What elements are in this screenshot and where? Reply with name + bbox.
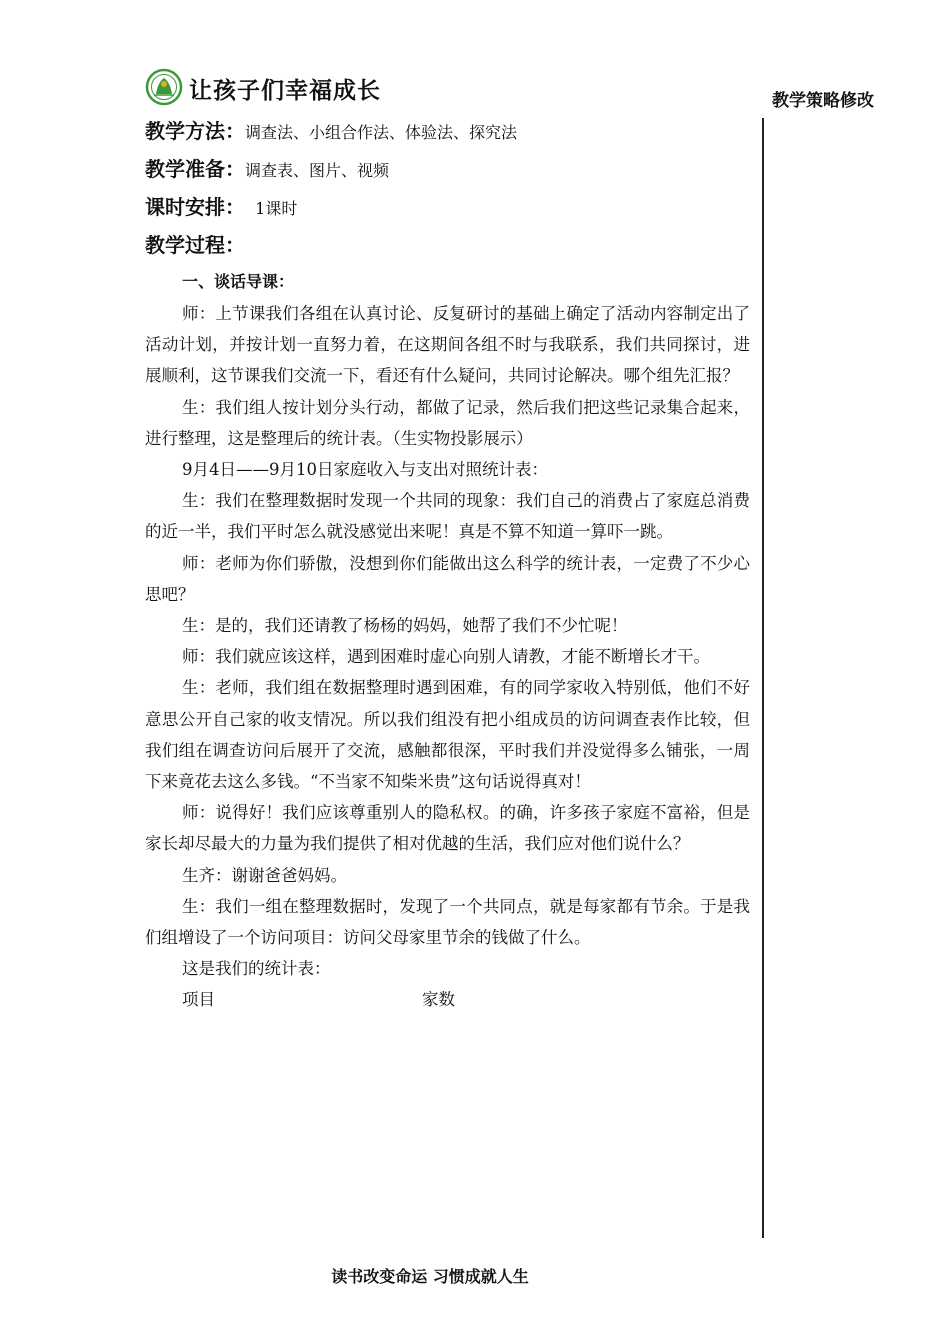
paragraph: 师：老师为你们骄傲，没想到你们能做出这么科学的统计表，一定费了不少心思吧？ xyxy=(145,553,750,604)
school-logo-icon xyxy=(145,68,183,106)
page-footer-motto: 读书改变命运 习惯成就人生 xyxy=(331,1267,529,1286)
info-label: 教学准备： xyxy=(145,157,245,181)
paragraph: 生：我们组人按计划分头行动，都做了记录，然后我们把这些记录集合起来，进行整理，这是整理后的统计表。（生实物投影展示） xyxy=(145,397,750,448)
info-value: 1课时 xyxy=(245,199,298,218)
paragraph: 师：我们就应该这样，遇到困难时虚心向别人请教，才能不断增长才干。 xyxy=(182,647,710,667)
paragraph: 这是我们的统计表： xyxy=(182,959,331,979)
info-class-hours xyxy=(145,190,750,228)
info-value: 调查法、小组合作法、体验法、探究法 xyxy=(245,123,518,142)
info-label: 课时安排： xyxy=(145,195,245,219)
page-header xyxy=(145,66,405,110)
info-teaching-process xyxy=(145,228,750,266)
paragraph: 师：上节课我们各组在认真讨论、反复研讨的基础上确定了活动内容制定出了活动计划，并按计划一直努力着，在这期间各组不时与我联系，我们共同探讨，进展顺利，这节课我们交流一下，看还有什么疑问，共同讨论解决。哪个组先汇报？ xyxy=(145,304,750,386)
paragraph: 生：老师，我们组在数据整理时遇到困难，有的同学家收入特别低，他们不好意思公开自己家的收支情况。所以我们组没有把小组成员的访问调查表作比较，但我们组在调查访问后展开了交流，感触都很深，平时我们并没觉得多么铺张，一周下来竟花去这么多钱。“不当家不知柴米贵”这句话说得真对！ xyxy=(145,678,750,792)
strategy-revision-column-title: 教学策略修改 xyxy=(772,91,874,111)
table-header-households: 家数 xyxy=(422,990,455,1010)
info-teaching-preparation xyxy=(145,152,750,190)
info-label: 教学过程： xyxy=(145,233,245,257)
school-slogan: 让孩子们幸福成长 xyxy=(189,78,381,104)
info-value: 调查表、图片、视频 xyxy=(245,161,390,180)
statistics-table-header xyxy=(145,984,750,1015)
paragraph: 9月4日——9月10日家庭收入与支出对照统计表： xyxy=(182,460,548,480)
column-divider xyxy=(762,118,764,1238)
lesson-plan-content xyxy=(145,114,750,1015)
paragraph: 师：说得好！我们应该尊重别人的隐私权。的确，许多孩子家庭不富裕，但是家长却尽最大的力量为我们提供了相对优越的生活，我们应对他们说什么？ xyxy=(145,803,750,854)
paragraph: 生：是的，我们还请教了杨杨的妈妈，她帮了我们不少忙呢！ xyxy=(182,616,628,636)
info-teaching-method xyxy=(145,114,750,152)
table-header-item: 项目 xyxy=(182,990,215,1010)
paragraph: 生：我们在整理数据时发现一个共同的现象：我们自己的消费占了家庭总消费的近一半，我们平时怎么就没感觉出来呢！真是不算不知道一算吓一跳。 xyxy=(145,491,750,542)
paragraph: 生：我们一组在整理数据时，发现了一个共同点，就是每家都有节余。于是我们组增设了一个访问项目：访问父母家里节余的钱做了什么。 xyxy=(145,896,750,948)
paragraph: 生齐：谢谢爸爸妈妈。 xyxy=(182,865,347,885)
info-label: 教学方法： xyxy=(145,119,245,143)
section-title: 一、谈话导课： xyxy=(182,272,295,291)
